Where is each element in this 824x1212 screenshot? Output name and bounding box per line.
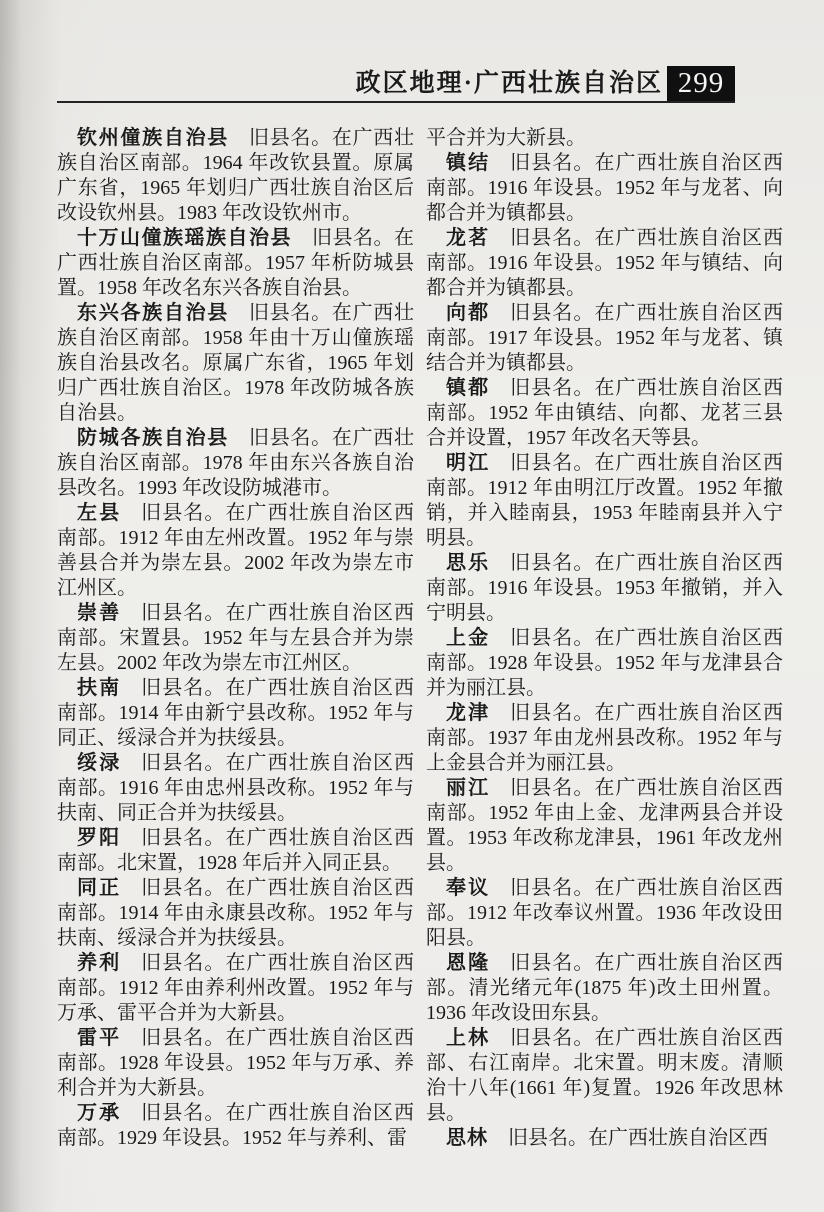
entry-definition: 旧县名。在广西壮族自治区西 <box>508 1127 768 1149</box>
dictionary-entry <box>426 226 783 301</box>
entry-term: 上金 <box>446 627 491 649</box>
entry-definition: 旧县名。在广西壮族自治区西南部。1929 年设县。1952 年与养利、雷 <box>57 1102 415 1149</box>
entry-definition: 旧县名。在广西壮族自治区西南部。1912 年由左州改置。1952 年与崇善县合并为崇左县。2002 年改为崇左市江州区。 <box>57 502 415 599</box>
dictionary-entry <box>57 751 414 826</box>
entry-term: 防城各族自治县 <box>77 427 229 449</box>
entry-definition: 旧县名。在广西壮族自治区西南部。1916 年设县。1953 年撤销，并入宁明县。 <box>426 552 784 624</box>
entry-definition: 旧县名。在广西壮族自治区西南部。宋置县。1952 年与左县合并为崇左县。2002 年改为崇左市江州区。 <box>57 602 415 674</box>
entry-term: 扶南 <box>77 677 122 699</box>
running-head-title: 政区地理·广西壮族自治区 <box>355 70 663 97</box>
dictionary-entry <box>426 776 783 876</box>
dictionary-entry <box>426 876 783 951</box>
entry-definition: 旧县名。在广西壮族自治区西南部。1917 年设县。1952 年与龙茗、镇结合并为镇都县。 <box>426 302 784 374</box>
entry-term: 奉议 <box>446 877 491 899</box>
dictionary-entry <box>426 1026 783 1126</box>
dictionary-entry <box>426 701 783 776</box>
entry-term: 上林 <box>446 1027 491 1049</box>
entry-term: 思林 <box>446 1127 488 1149</box>
entry-term: 万承 <box>77 1102 122 1124</box>
left-column <box>57 126 414 1151</box>
dictionary-entry <box>57 226 414 301</box>
entry-definition: 旧县名。在广西壮族自治区南部。1978 年由东兴各族自治县改名。1993 年改设防城港市。 <box>57 427 414 499</box>
dictionary-entry <box>426 151 783 226</box>
header-rule <box>57 101 735 103</box>
entry-definition: 旧县名。在广西壮族自治区西南部。1952 年由镇结、向都、龙茗三县合并设置，1957 年改名天等县。 <box>426 377 784 449</box>
entry-term: 镇结 <box>446 152 491 174</box>
dictionary-entry <box>426 951 783 1026</box>
entry-definition: 旧县名。在广西壮族自治区西南部。1952 年由上金、龙津两县合并设置。1953 年改称龙津县，1961 年改龙州县。 <box>426 777 784 874</box>
entry-definition: 旧县名。在广西壮族自治区南部。1958 年由十万山僮族瑶族自治县改名。原属广东省，1965 年划归广西壮族自治区。1978 年改防城各族自治县。 <box>57 302 414 424</box>
page-number-box <box>667 66 735 101</box>
dictionary-entry <box>426 626 783 701</box>
entry-term: 钦州僮族自治县 <box>77 127 229 149</box>
entry-definition: 旧县名。在广西壮族自治区西南部。1914 年由新宁县改称。1952 年与同正、绥渌合并为扶绥县。 <box>57 677 415 749</box>
entry-term: 左县 <box>77 502 122 524</box>
entry-term: 龙津 <box>446 702 491 724</box>
dictionary-entry <box>57 876 414 951</box>
entry-term: 丽江 <box>446 777 491 799</box>
entry-term: 思乐 <box>446 552 491 574</box>
entry-definition: 旧县名。在广西壮族自治区西南部。1912 年由明江厅改置。1952 年撤销，并入睦南县，1953 年睦南县并入宁明县。 <box>426 452 784 549</box>
entry-definition: 旧县名。在广西壮族自治区西南部。1916 年由忠州县改称。1952 年与扶南、同正合并为扶绥县。 <box>57 752 415 824</box>
dictionary-entry <box>57 826 414 876</box>
entry-definition: 旧县名。在广西壮族自治区西部。清光绪元年(1875 年)改土田州置。1936 年改设田东县。 <box>426 952 784 1024</box>
entry-definition: 旧县名。在广西壮族自治区西南部。1916 年设县。1952 年与镇结、向都合并为镇都县。 <box>426 227 784 299</box>
entry-definition: 旧县名。在广西壮族自治区西南部。北宋置，1928 年后并入同正县。 <box>57 827 415 874</box>
entry-definition: 旧县名。在广西壮族自治区西部。1912 年改奉议州置。1936 年改设田阳县。 <box>426 877 784 949</box>
entry-term: 养利 <box>77 952 122 974</box>
dictionary-entry <box>57 1026 414 1101</box>
entry-term: 十万山僮族瑶族自治县 <box>77 227 292 249</box>
entry-term: 崇善 <box>77 602 122 624</box>
dictionary-entry <box>426 551 783 626</box>
entry-definition: 旧县名。在广西壮族自治区西南部。1928 年设县。1952 年与龙津县合并为丽江县。 <box>426 627 784 699</box>
dictionary-entry <box>57 426 414 501</box>
entry-definition: 旧县名。在广西壮族自治区西南部。1928 年设县。1952 年与万承、养利合并为大新县。 <box>57 1027 415 1099</box>
page-number: 299 <box>677 67 725 99</box>
entry-definition: 旧县名。在广西壮族自治区南部。1964 年改钦县置。原属广东省，1965 年划归广西壮族自治区后改设钦州县。1983 年改设钦州市。 <box>57 127 414 224</box>
entry-definition: 旧县名。在广西壮族自治区西部、右江南岸。北宋置。明末废。清顺治十八年(1661 年)复置。1926 年改思林县。 <box>426 1027 784 1124</box>
page-header <box>57 64 735 102</box>
entry-term: 向都 <box>446 302 491 324</box>
dictionary-entry <box>57 501 414 601</box>
text-body <box>57 126 783 1151</box>
dictionary-entry <box>57 1101 414 1151</box>
dictionary-entry <box>57 601 414 676</box>
entry-term: 绥渌 <box>77 752 122 774</box>
dictionary-entry <box>426 376 783 451</box>
dictionary-entry <box>426 1126 783 1151</box>
entry-term: 明江 <box>446 452 491 474</box>
entry-definition: 旧县名。在广西壮族自治区西南部。1937 年由龙州县改称。1952 年与上金县合并为丽江县。 <box>426 702 784 774</box>
right-column <box>426 126 783 1151</box>
entry-term: 恩隆 <box>446 952 491 974</box>
entry-term: 龙茗 <box>446 227 491 249</box>
dictionary-entry <box>57 676 414 751</box>
dictionary-entry <box>57 951 414 1026</box>
dictionary-entry <box>426 301 783 376</box>
entry-term: 罗阳 <box>77 827 122 849</box>
dictionary-entry-continuation <box>426 126 783 151</box>
entry-term: 镇都 <box>446 377 491 399</box>
entry-definition: 平合并为大新县。 <box>426 127 586 149</box>
dictionary-entry <box>57 126 414 226</box>
entry-definition: 旧县名。在广西壮族自治区西南部。1912 年由养利州改置。1952 年与万承、雷平合并为大新县。 <box>57 952 415 1024</box>
entry-definition: 旧县名。在广西壮族自治区西南部。1916 年设县。1952 年与龙茗、向都合并为镇都县。 <box>426 152 784 224</box>
entry-term: 同正 <box>77 877 122 899</box>
dictionary-entry <box>57 301 414 426</box>
entry-term: 东兴各族自治县 <box>77 302 229 324</box>
entry-term: 雷平 <box>77 1027 122 1049</box>
entry-definition: 旧县名。在广西壮族自治区西南部。1914 年由永康县改称。1952 年与扶南、绥渌合并为扶绥县。 <box>57 877 415 949</box>
entry-definition: 旧县名。在广西壮族自治区南部。1957 年析防城县置。1958 年改名东兴各族自治县。 <box>57 227 414 299</box>
dictionary-entry <box>426 451 783 551</box>
